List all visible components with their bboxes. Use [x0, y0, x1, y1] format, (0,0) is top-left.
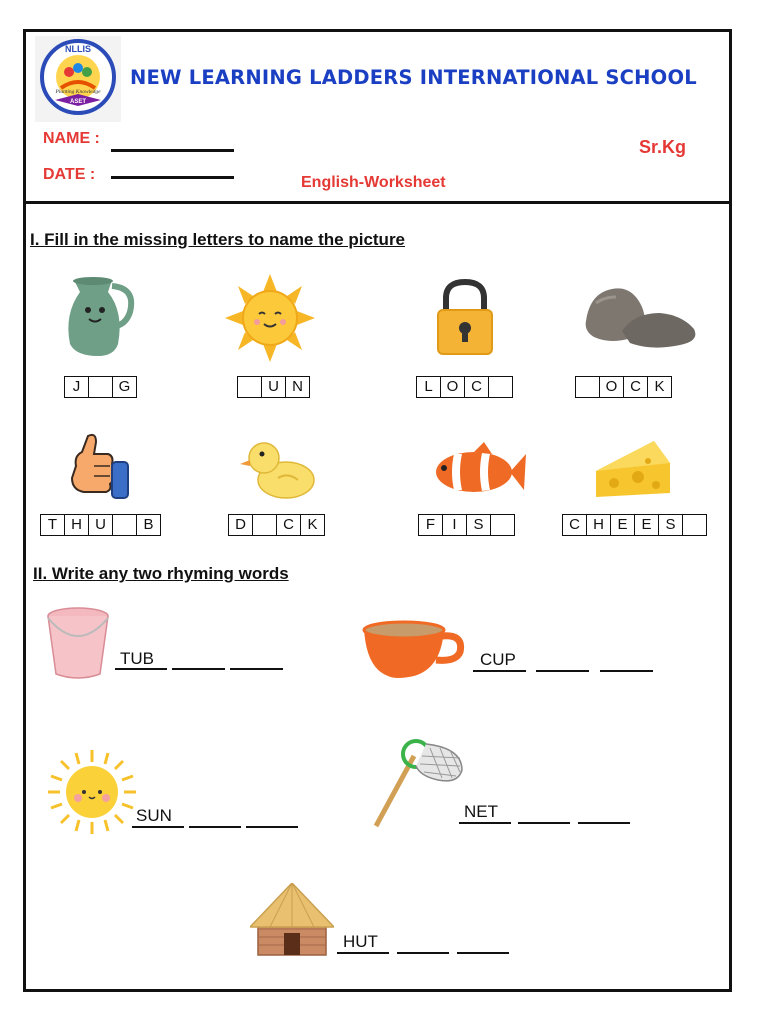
rhyme-word-underline — [337, 952, 389, 954]
rhyme-answer-line[interactable] — [172, 668, 225, 670]
rhyme-answer-line[interactable] — [518, 822, 570, 824]
logo-top-text: NLLIS — [65, 44, 91, 54]
rhyme-word-net: NET — [464, 802, 498, 821]
letter-box: O — [440, 376, 465, 398]
rhyme-answer-line[interactable] — [600, 670, 653, 672]
rhyme-word-tub: TUB — [120, 649, 154, 668]
letter-box: J — [64, 376, 89, 398]
rhyme-word-hut: HUT — [343, 932, 378, 951]
letter-blank[interactable] — [682, 514, 707, 536]
letter-box: D — [228, 514, 253, 536]
duck-icon — [238, 434, 318, 500]
rhyme-answer-line[interactable] — [457, 952, 509, 954]
letter-box: U — [88, 514, 113, 536]
lock-icon — [434, 278, 496, 356]
letter-box: S — [658, 514, 683, 536]
rock-letter-boxes — [576, 376, 672, 398]
sun-icon — [46, 748, 138, 836]
cheese-letter-boxes — [563, 514, 707, 536]
letter-box: U — [261, 376, 286, 398]
cheese-icon — [594, 437, 672, 499]
rock-icon — [582, 283, 702, 351]
logo-badge-text: ASET — [69, 99, 87, 105]
grade-label: Sr.Kg — [639, 137, 687, 157]
header-divider — [23, 201, 732, 204]
subject-label: English-Worksheet — [301, 174, 446, 191]
letter-box: E — [634, 514, 659, 536]
rhyme-answer-line[interactable] — [536, 670, 589, 672]
rhyme-answer-line[interactable] — [246, 826, 298, 828]
name-label: NAME : — [43, 130, 100, 147]
tub-icon — [44, 606, 112, 682]
letter-blank[interactable] — [112, 514, 137, 536]
letter-box: E — [610, 514, 635, 536]
letter-box: K — [300, 514, 325, 536]
letter-box: I — [442, 514, 467, 536]
rhyme-answer-line[interactable] — [189, 826, 241, 828]
letter-box: O — [599, 376, 624, 398]
sun-letter-boxes — [238, 376, 310, 398]
rhyme-answer-line[interactable] — [397, 952, 449, 954]
rhyme-word-underline — [132, 826, 184, 828]
letter-box: K — [647, 376, 672, 398]
letter-box: T — [40, 514, 65, 536]
sun-icon — [225, 274, 315, 362]
letter-blank[interactable] — [575, 376, 600, 398]
jug-letter-boxes — [65, 376, 137, 398]
jug-icon — [60, 272, 140, 360]
fish-icon — [430, 442, 528, 502]
rhyme-word-sun: SUN — [136, 806, 172, 825]
letter-box: C — [276, 514, 301, 536]
letter-box: B — [136, 514, 161, 536]
letter-box: H — [586, 514, 611, 536]
rhyme-word-underline — [459, 822, 511, 824]
letter-box: C — [562, 514, 587, 536]
letter-box: H — [64, 514, 89, 536]
rhyme-answer-line[interactable] — [230, 668, 283, 670]
name-field-line[interactable] — [111, 149, 234, 152]
rhyme-word-underline — [473, 670, 526, 672]
letter-box: N — [285, 376, 310, 398]
thumb-icon — [66, 432, 130, 502]
date-field-line[interactable] — [111, 176, 234, 179]
letter-blank[interactable] — [488, 376, 513, 398]
school-logo — [35, 36, 121, 122]
letter-blank[interactable] — [490, 514, 515, 536]
rhyme-word-cup: CUP — [480, 650, 516, 669]
hut-icon — [250, 883, 334, 957]
letter-box: S — [466, 514, 491, 536]
cup-icon — [362, 618, 466, 680]
letter-blank[interactable] — [88, 376, 113, 398]
letter-blank[interactable] — [237, 376, 262, 398]
letter-blank[interactable] — [252, 514, 277, 536]
logo-bottom-text: Planting Knowledge — [55, 89, 101, 95]
section-2-title: II. Write any two rhyming words — [33, 564, 289, 583]
fish-letter-boxes — [419, 514, 515, 536]
letter-box: G — [112, 376, 137, 398]
school-name: NEW LEARNING LADDERS INTERNATIONAL SCHOOL — [130, 66, 697, 89]
net-icon — [370, 738, 466, 830]
rhyme-answer-line[interactable] — [578, 822, 630, 824]
letter-box: L — [416, 376, 441, 398]
rhyme-word-underline — [115, 668, 167, 670]
thumb-letter-boxes — [41, 514, 161, 536]
date-label: DATE : — [43, 166, 96, 183]
lock-letter-boxes — [417, 376, 513, 398]
letter-box: C — [623, 376, 648, 398]
duck-letter-boxes — [229, 514, 325, 536]
section-1-title: I. Fill in the missing letters to name the picture — [30, 230, 406, 249]
letter-box: F — [418, 514, 443, 536]
letter-box: C — [464, 376, 489, 398]
